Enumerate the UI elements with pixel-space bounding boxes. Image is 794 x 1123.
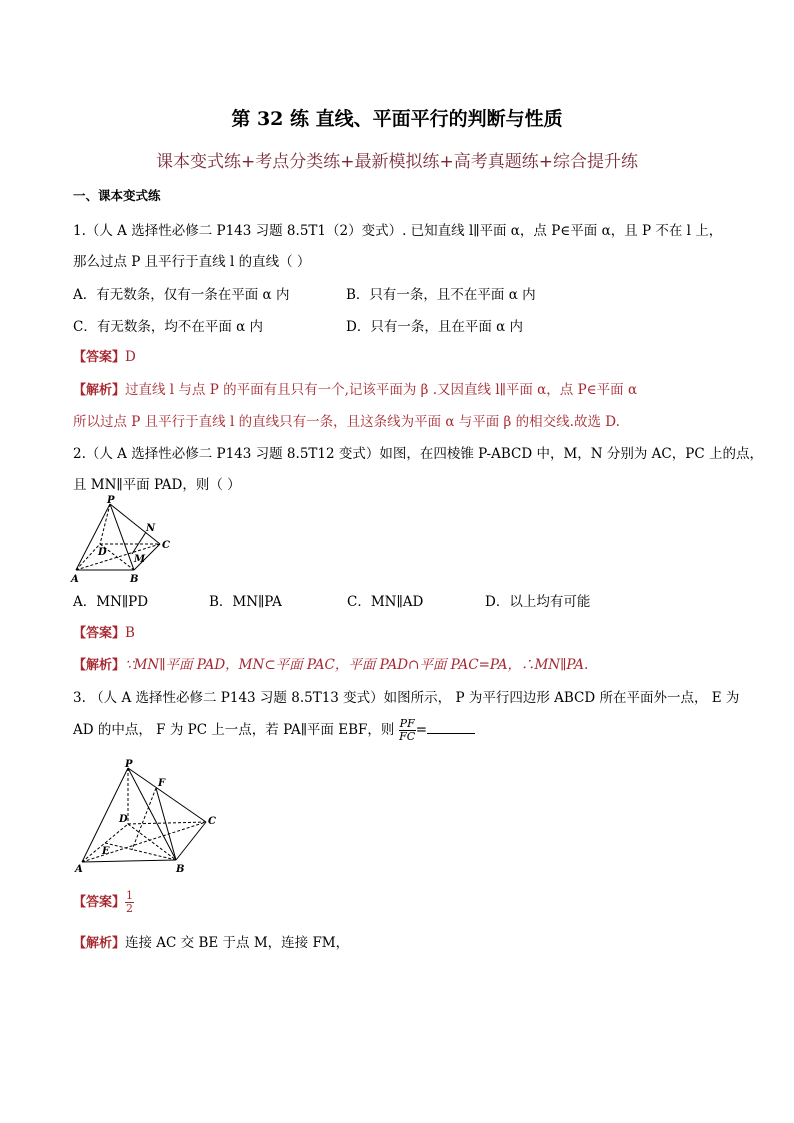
- label-B: B: [176, 864, 185, 874]
- analysis-text: ∵MN∥平面 PAD，MN⊂平面 PAC，平面 PAD∩平面 PAC=PA，∴MN∥PA.: [125, 657, 589, 673]
- q3-stem-line2: [73, 718, 475, 743]
- q1-answer: [73, 346, 136, 365]
- q2-option-a: A．MN∥PD: [73, 594, 149, 610]
- q2-option-d: D．以上均有可能: [485, 594, 591, 610]
- q2-stem-line1: 2.（人 A 选择性必修二 P143 习题 8.5T12 变式）如图，在四棱锥 P-ABCD 中，M，N 分别为 AC，PC 上的点，: [73, 446, 763, 462]
- fraction-pf-fc: [399, 718, 416, 743]
- label-C: C: [208, 816, 216, 827]
- q3-stem-line1: 3. （人 A 选择性必修二 P143 习题 8.5T13 变式）如图所示， P 为平行四边形 ABCD 所在平面外一点， E 为: [73, 690, 740, 706]
- q3-answer: [73, 890, 134, 915]
- frac-den: 2: [126, 902, 134, 915]
- q3-stem-text: AD 的中点， F 为 PC 上一点，若 PA∥平面 EBF，则: [73, 722, 395, 738]
- label-B: B: [130, 574, 139, 585]
- answer-fraction: [125, 890, 134, 915]
- q1-analysis-line2: 所以过点 P 且平行于直线 l 的直线只有一条，且这条线为平面 α 与平面 β 的相交线.故选 D.: [73, 414, 620, 430]
- q1-analysis-line1: [73, 378, 637, 398]
- frac-num: 1: [126, 889, 134, 902]
- label-F: F: [158, 778, 166, 789]
- section-heading: 一、课本变式练: [73, 188, 161, 203]
- q1-option-a: A．有无数条，仅有一条在平面 α 内: [73, 287, 290, 303]
- label-P: P: [125, 759, 133, 770]
- page-title: 第 32 练 直线、平面平行的判断与性质: [231, 108, 563, 130]
- q2-analysis: [73, 653, 588, 673]
- label-N: N: [146, 523, 156, 534]
- q1-stem-line1: 1.（人 A 选择性必修二 P143 习题 8.5T1（2）变式）. 已知直线 l∥平面 α，点 P∈平面 α，且 P 不在 l 上，: [73, 223, 723, 239]
- label-C: C: [162, 540, 170, 551]
- q2-option-b: B．MN∥PA: [209, 594, 282, 610]
- q3-pyramid-figure: [72, 758, 222, 874]
- label-A: A: [71, 574, 79, 585]
- answer-value: D: [125, 349, 136, 365]
- frac-num: PF: [399, 717, 415, 730]
- label-E: E: [102, 846, 110, 857]
- answer-label: 【答案】: [73, 350, 126, 365]
- q1-stem-line2: 那么过点 P 且平行于直线 l 的直线（ ）: [73, 254, 311, 270]
- analysis-text: 连接 AC 交 BE 于点 M，连接 FM，: [125, 935, 350, 951]
- label-A: A: [75, 864, 83, 874]
- analysis-label: 【解析】: [73, 658, 126, 673]
- analysis-label: 【解析】: [73, 383, 126, 398]
- label-P: P: [107, 495, 115, 506]
- equals-sign: =: [415, 722, 428, 738]
- answer-value: B: [125, 625, 135, 641]
- frac-den: FC: [399, 730, 416, 743]
- q1-option-c: C．有无数条，均不在平面 α 内: [73, 319, 264, 335]
- page-subtitle: 课本变式练+考点分类练+最新模拟练+高考真题练+综合提升练: [156, 152, 638, 172]
- q2-stem-line2: 且 MN∥平面 PAD，则（ ）: [73, 477, 241, 493]
- answer-label: 【答案】: [73, 626, 126, 641]
- label-D: D: [98, 547, 107, 558]
- analysis-label: 【解析】: [73, 936, 126, 951]
- label-M: M: [134, 554, 146, 565]
- q2-answer: [73, 622, 135, 641]
- analysis-text: 过直线 l 与点 P 的平面有且只有一个,记该平面为 β .又因直线 l∥平面 α，点 P∈平面 α: [125, 382, 638, 398]
- q2-option-c: C．MN∥AD: [347, 594, 424, 610]
- answer-blank: [427, 721, 475, 734]
- q1-option-d: D．只有一条，且在平面 α 内: [346, 319, 524, 335]
- label-D: D: [119, 814, 128, 825]
- answer-label: 【答案】: [73, 895, 126, 910]
- q1-option-b: B．只有一条，且不在平面 α 内: [346, 287, 536, 303]
- q2-pyramid-figure: [70, 494, 180, 586]
- q3-analysis: [73, 931, 349, 951]
